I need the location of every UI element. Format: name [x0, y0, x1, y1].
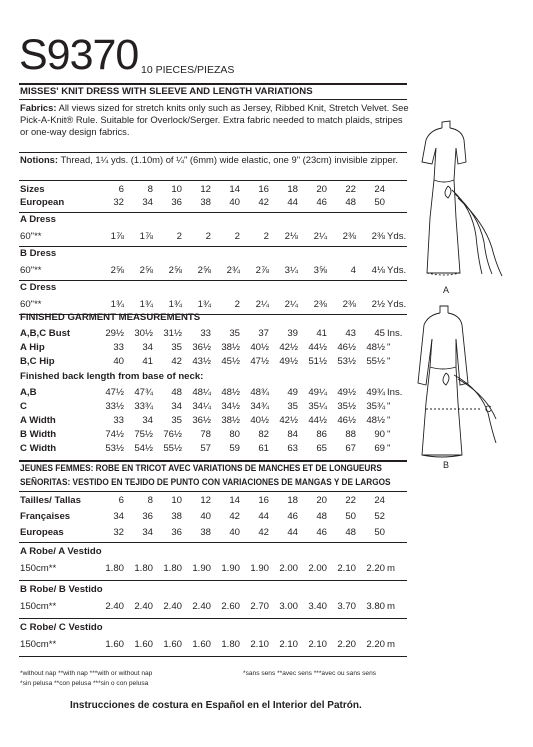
table-cell: 2.40	[134, 601, 153, 612]
finished-measurements-title: FINISHED GARMENT MEASUREMENTS	[20, 312, 201, 323]
table-cell: 2	[176, 231, 182, 242]
table-cell: 44½	[308, 415, 327, 426]
table-cell: 1¾	[110, 299, 124, 310]
table-cell: 75½	[134, 429, 153, 440]
francaises-row	[20, 511, 412, 523]
table-cell: 43½	[192, 356, 211, 367]
table-cell: 2⅛	[284, 231, 298, 242]
table-cell: 86	[316, 429, 327, 440]
divider	[19, 656, 407, 657]
notions-paragraph	[20, 154, 410, 166]
metric-yardage-row	[20, 639, 412, 651]
table-cell: 48	[316, 511, 327, 522]
table-cell: 40	[229, 527, 240, 538]
table-cell: 6	[118, 495, 124, 506]
metric-yardage-view-title: C Robe/ C Vestido	[20, 622, 103, 633]
divider	[19, 280, 407, 281]
table-cell: 43	[345, 328, 356, 339]
table-cell: 32	[113, 197, 124, 208]
table-cell: 46	[316, 527, 327, 538]
divider	[19, 99, 407, 100]
table-cell: 2	[234, 231, 240, 242]
table-cell: 22	[345, 184, 356, 195]
table-cell: 48	[171, 387, 182, 398]
table-cell: 37	[258, 328, 269, 339]
divider	[19, 580, 407, 581]
table-cell: 3.40	[308, 601, 327, 612]
table-cell: 42	[171, 356, 182, 367]
table-cell: 48¼	[192, 387, 211, 398]
table-cell: 3.00	[279, 601, 298, 612]
table-cell: 40½	[250, 342, 269, 353]
back-length-row-label: B Width	[20, 429, 57, 440]
table-cell: 2.10	[337, 563, 356, 574]
table-cell: 42	[229, 511, 240, 522]
back-length-title: Finished back length from base of neck:	[20, 371, 204, 382]
table-cell: 2.10	[279, 639, 298, 650]
metric-yardage-row-label: 150cm**	[20, 563, 57, 574]
table-cell: 4	[350, 265, 356, 276]
table-cell: 33½	[105, 401, 124, 412]
europeas-row-label: Europeas	[20, 527, 64, 538]
table-cell: 69	[374, 443, 385, 454]
table-cell: 2.40	[192, 601, 211, 612]
table-cell: 1¾	[197, 299, 211, 310]
table-cell: 2⅜	[342, 299, 356, 310]
table-cell: 63	[287, 443, 298, 454]
unit-label: Yds.	[387, 265, 407, 276]
table-cell: 40	[200, 511, 211, 522]
table-cell: 44	[287, 527, 298, 538]
table-cell: 24	[374, 495, 385, 506]
back-length-row	[20, 401, 412, 413]
table-cell: 2.20	[366, 639, 385, 650]
table-cell: 18	[287, 495, 298, 506]
fabrics-paragraph	[20, 102, 410, 139]
table-cell: 2	[205, 231, 211, 242]
metric-yardage-view-title: B Robe/ B Vestido	[20, 584, 103, 595]
table-cell: 51½	[308, 356, 327, 367]
table-cell: 1.90	[250, 563, 269, 574]
table-cell: 2.20	[366, 563, 385, 574]
table-cell: 2.20	[337, 639, 356, 650]
finished-row	[20, 328, 412, 340]
yardage-row	[20, 299, 412, 311]
table-cell: 65	[316, 443, 327, 454]
unit-label: m	[387, 601, 395, 612]
table-cell: 1¾	[168, 299, 182, 310]
table-cell: 34	[142, 527, 153, 538]
table-cell: 49½	[337, 387, 356, 398]
table-cell: 33	[200, 328, 211, 339]
unit-label: Yds.	[387, 299, 407, 310]
table-cell: 36½	[192, 415, 211, 426]
table-cell: 34½	[221, 401, 240, 412]
footnote-spanish: *sin pelusa **con pelusa ***sin o con pelusa	[20, 680, 149, 687]
table-cell: 57	[200, 443, 211, 454]
unit-label: Ins.	[387, 328, 403, 339]
table-cell: 67	[345, 443, 356, 454]
back-length-row-label: C Width	[20, 443, 57, 454]
figure-label-a: A	[443, 285, 450, 295]
table-cell: 55½	[366, 356, 385, 367]
table-cell: 2½	[371, 299, 385, 310]
table-cell: 38½	[221, 415, 240, 426]
table-cell: 12	[200, 495, 211, 506]
table-cell: 42½	[279, 415, 298, 426]
table-cell: 42	[258, 197, 269, 208]
table-cell: 14	[229, 184, 240, 195]
divider	[19, 542, 407, 543]
table-cell: 1.80	[221, 639, 240, 650]
tailles-row	[20, 495, 412, 507]
table-cell: 3.70	[337, 601, 356, 612]
unit-label: "	[387, 401, 391, 412]
finished-row-label: A Hip	[20, 342, 45, 353]
back-length-row	[20, 415, 412, 427]
table-cell: 35	[171, 342, 182, 353]
european-row-label: European	[20, 197, 65, 208]
table-cell: 1¾	[139, 299, 153, 310]
table-cell: 47½	[105, 387, 124, 398]
table-cell: 30½	[134, 328, 153, 339]
unit-label: Yds.	[387, 231, 407, 242]
table-cell: 3⅝	[313, 265, 327, 276]
table-cell: 46	[287, 511, 298, 522]
table-cell: 49	[287, 387, 298, 398]
fabrics-text: All views sized for stretch knits only such as Jersey, Ribbed Knit, Stretch Velvet. See Pick-A-Knit® Rule. Suitable for Overlock/Serger. Extra fabric needed to match plaids, stripes or one-way design fabrics.	[20, 102, 409, 138]
table-cell: 2.40	[105, 601, 124, 612]
europeas-row	[20, 527, 412, 539]
table-cell: 84	[287, 429, 298, 440]
table-cell: 2.10	[308, 639, 327, 650]
back-length-row-label: A Width	[20, 415, 56, 426]
table-cell: 2⅝	[110, 265, 124, 276]
table-cell: 14	[229, 495, 240, 506]
table-cell: 33¾	[134, 401, 153, 412]
table-cell: 2⅞	[255, 265, 269, 276]
table-cell: 55½	[163, 443, 182, 454]
back-length-row	[20, 387, 412, 399]
table-cell: 33	[113, 415, 124, 426]
unit-label: m	[387, 563, 395, 574]
table-cell: 34	[142, 415, 153, 426]
divider	[19, 460, 407, 462]
table-cell: 18	[287, 184, 298, 195]
table-cell: 46½	[337, 342, 356, 353]
table-cell: 48	[345, 527, 356, 538]
table-cell: 16	[258, 495, 269, 506]
table-cell: 2⅜	[342, 231, 356, 242]
table-cell: 45½	[221, 356, 240, 367]
unit-label: "	[387, 443, 391, 454]
table-cell: 2⅝	[168, 265, 182, 276]
metric-yardage-row-label: 150cm**	[20, 601, 57, 612]
table-cell: 53½	[337, 356, 356, 367]
table-cell: 80	[229, 429, 240, 440]
table-cell: 2	[263, 231, 269, 242]
tailles-row-label: Tailles/ Tallas	[20, 495, 81, 506]
table-cell: 90	[374, 429, 385, 440]
table-cell: 35	[287, 401, 298, 412]
table-cell: 49½	[279, 356, 298, 367]
footnote-french: *sans sens **avec sens ***avec ou sans sens	[243, 670, 377, 677]
table-cell: 48½	[366, 342, 385, 353]
dress-a-illustration	[412, 118, 527, 280]
back-length-row-label: A,B	[20, 387, 37, 398]
table-cell: 1.90	[221, 563, 240, 574]
metric-yardage-row-label: 150cm**	[20, 639, 57, 650]
table-cell: 45	[374, 328, 385, 339]
divider	[19, 491, 407, 492]
table-cell: 4⅛	[371, 265, 385, 276]
table-cell: 32	[113, 527, 124, 538]
divider	[19, 618, 407, 619]
table-cell: 12	[200, 184, 211, 195]
table-cell: 41	[142, 356, 153, 367]
table-cell: 46	[316, 197, 327, 208]
table-cell: 39	[287, 328, 298, 339]
table-cell: 1.80	[134, 563, 153, 574]
table-cell: 2.40	[163, 601, 182, 612]
table-cell: 40	[229, 197, 240, 208]
table-cell: 36	[171, 527, 182, 538]
table-cell: 49¾	[366, 387, 385, 398]
table-cell: 35½	[337, 401, 356, 412]
table-cell: 10	[171, 495, 182, 506]
table-cell: 54½	[134, 443, 153, 454]
table-cell: 1.90	[192, 563, 211, 574]
back-length-row	[20, 429, 412, 441]
table-cell: 24	[374, 184, 385, 195]
divider	[19, 83, 407, 85]
title-french: JEUNES FEMMES: ROBE EN TRICOT AVEC VARIATIONS DE MANCHES ET DE LONGUEURS	[20, 463, 382, 474]
unit-label: "	[387, 356, 391, 367]
table-cell: 10	[171, 184, 182, 195]
footnote-english: *without nap **with nap ***with or without nap	[20, 670, 153, 677]
table-cell: 44	[287, 197, 298, 208]
table-cell: 2⅜	[313, 299, 327, 310]
yardage-view-title: A Dress	[20, 214, 56, 225]
metric-yardage-row	[20, 601, 412, 613]
unit-label: "	[387, 415, 391, 426]
table-cell: 20	[316, 495, 327, 506]
table-cell: 46½	[337, 415, 356, 426]
finished-row-label: B,C Hip	[20, 356, 55, 367]
spanish-instructions-note: Instrucciones de costura en Español en el Interior del Patrón.	[70, 700, 362, 711]
table-cell: 40	[113, 356, 124, 367]
finished-row	[20, 356, 412, 368]
table-cell: 44	[258, 511, 269, 522]
table-cell: 35	[171, 415, 182, 426]
table-cell: 76½	[163, 429, 182, 440]
unit-label: "	[387, 429, 391, 440]
table-cell: 34	[113, 511, 124, 522]
table-cell: 2.60	[221, 601, 240, 612]
metric-yardage-row	[20, 563, 412, 575]
table-cell: 3¼	[284, 265, 298, 276]
unit-label: "	[387, 342, 391, 353]
table-cell: 44½	[308, 342, 327, 353]
yardage-row-label: 60"**	[20, 265, 42, 276]
table-cell: 22	[345, 495, 356, 506]
table-cell: 42½	[279, 342, 298, 353]
dress-b-c-illustration	[412, 303, 527, 458]
yardage-row-label: 60"**	[20, 231, 42, 242]
european-row	[20, 197, 412, 209]
table-cell: 2⅜	[371, 231, 385, 242]
metric-yardage-view-title: A Robe/ A Vestido	[20, 546, 102, 557]
unit-label: Ins.	[387, 387, 403, 398]
table-cell: 2⅝	[197, 265, 211, 276]
unit-label: m	[387, 639, 395, 650]
figure-label-b: B	[443, 460, 450, 470]
table-cell: 38	[171, 511, 182, 522]
table-cell: 8	[147, 184, 153, 195]
table-cell: 20	[316, 184, 327, 195]
table-cell: 59	[229, 443, 240, 454]
table-cell: 29½	[105, 328, 124, 339]
divider	[19, 246, 407, 247]
table-cell: 16	[258, 184, 269, 195]
table-cell: 8	[147, 495, 153, 506]
sizes-row	[20, 184, 412, 196]
table-cell: 2.00	[279, 563, 298, 574]
title-english: MISSES' KNIT DRESS WITH SLEEVE AND LENGTH VARIATIONS	[20, 86, 313, 97]
yardage-row	[20, 231, 412, 243]
pattern-number: S9370	[19, 31, 139, 79]
table-cell: 48½	[221, 387, 240, 398]
francaises-row-label: Françaises	[20, 511, 71, 522]
table-cell: 78	[200, 429, 211, 440]
table-cell: 34	[142, 197, 153, 208]
table-cell: 50	[345, 511, 356, 522]
table-cell: 2¼	[255, 299, 269, 310]
table-cell: 36	[142, 511, 153, 522]
table-cell: 38	[200, 527, 211, 538]
finished-row	[20, 342, 412, 354]
table-cell: 2¼	[313, 231, 327, 242]
fabrics-label: Fabrics:	[20, 102, 57, 113]
table-cell: 1.80	[105, 563, 124, 574]
table-cell: 48¾	[250, 387, 269, 398]
table-cell: 33	[113, 342, 124, 353]
table-cell: 82	[258, 429, 269, 440]
table-cell: 38	[200, 197, 211, 208]
finished-row-label: A,B,C Bust	[20, 328, 71, 339]
table-cell: 48½	[366, 415, 385, 426]
figure-label-c: C	[485, 404, 492, 414]
table-cell: 3.80	[366, 601, 385, 612]
table-cell: 1.60	[134, 639, 153, 650]
table-cell: 61	[258, 443, 269, 454]
table-cell: 53½	[105, 443, 124, 454]
table-cell: 36½	[192, 342, 211, 353]
back-length-row	[20, 443, 412, 455]
table-cell: 31½	[163, 328, 182, 339]
table-cell: 36	[171, 197, 182, 208]
table-cell: 41	[316, 328, 327, 339]
table-cell: 34¾	[250, 401, 269, 412]
table-cell: 2¼	[284, 299, 298, 310]
table-cell: 2	[234, 299, 240, 310]
table-cell: 38½	[221, 342, 240, 353]
table-cell: 2.10	[250, 639, 269, 650]
divider	[19, 212, 407, 213]
table-cell: 2⅝	[139, 265, 153, 276]
table-cell: 1.80	[163, 563, 182, 574]
table-cell: 2¾	[226, 265, 240, 276]
yardage-view-title: B Dress	[20, 248, 57, 259]
table-cell: 42	[258, 527, 269, 538]
notions-label: Notions:	[20, 154, 59, 165]
yardage-row-label: 60"**	[20, 299, 42, 310]
table-cell: 47¾	[134, 387, 153, 398]
yardage-view-title: C Dress	[20, 282, 57, 293]
table-cell: 50	[374, 527, 385, 538]
table-cell: 1⅞	[110, 231, 124, 242]
notions-text: Thread, 1¼ yds. (1.10m) of ¼" (6mm) wide elastic, one 9" (23cm) invisible zipper.	[60, 154, 398, 165]
table-cell: 34¼	[192, 401, 211, 412]
table-cell: 6	[118, 184, 124, 195]
table-cell: 1.60	[105, 639, 124, 650]
table-cell: 2.00	[308, 563, 327, 574]
table-cell: 1⅞	[139, 231, 153, 242]
table-cell: 40½	[250, 415, 269, 426]
table-cell: 52	[374, 511, 385, 522]
title-spanish: SEÑORITAS: VESTIDO EN TEJIDO DE PUNTO CON VARIACIONES DE MANGAS Y DE LARGOS	[20, 477, 391, 488]
table-cell: 74½	[105, 429, 124, 440]
table-cell: 48	[345, 197, 356, 208]
table-cell: 47½	[250, 356, 269, 367]
table-cell: 1.60	[163, 639, 182, 650]
sizes-row-label: Sizes	[20, 184, 45, 195]
table-cell: 35¼	[308, 401, 327, 412]
table-cell: 50	[374, 197, 385, 208]
table-cell: 49¼	[308, 387, 327, 398]
table-cell: 34	[171, 401, 182, 412]
back-length-row-label: C	[20, 401, 27, 412]
divider	[19, 180, 407, 181]
table-cell: 35	[229, 328, 240, 339]
table-cell: 1.60	[192, 639, 211, 650]
table-cell: 2.70	[250, 601, 269, 612]
table-cell: 88	[345, 429, 356, 440]
yardage-row	[20, 265, 412, 277]
table-cell: 34	[142, 342, 153, 353]
pieces-count: 10 PIECES/PIEZAS	[141, 64, 235, 76]
table-cell: 35¾	[366, 401, 385, 412]
divider	[19, 152, 407, 153]
